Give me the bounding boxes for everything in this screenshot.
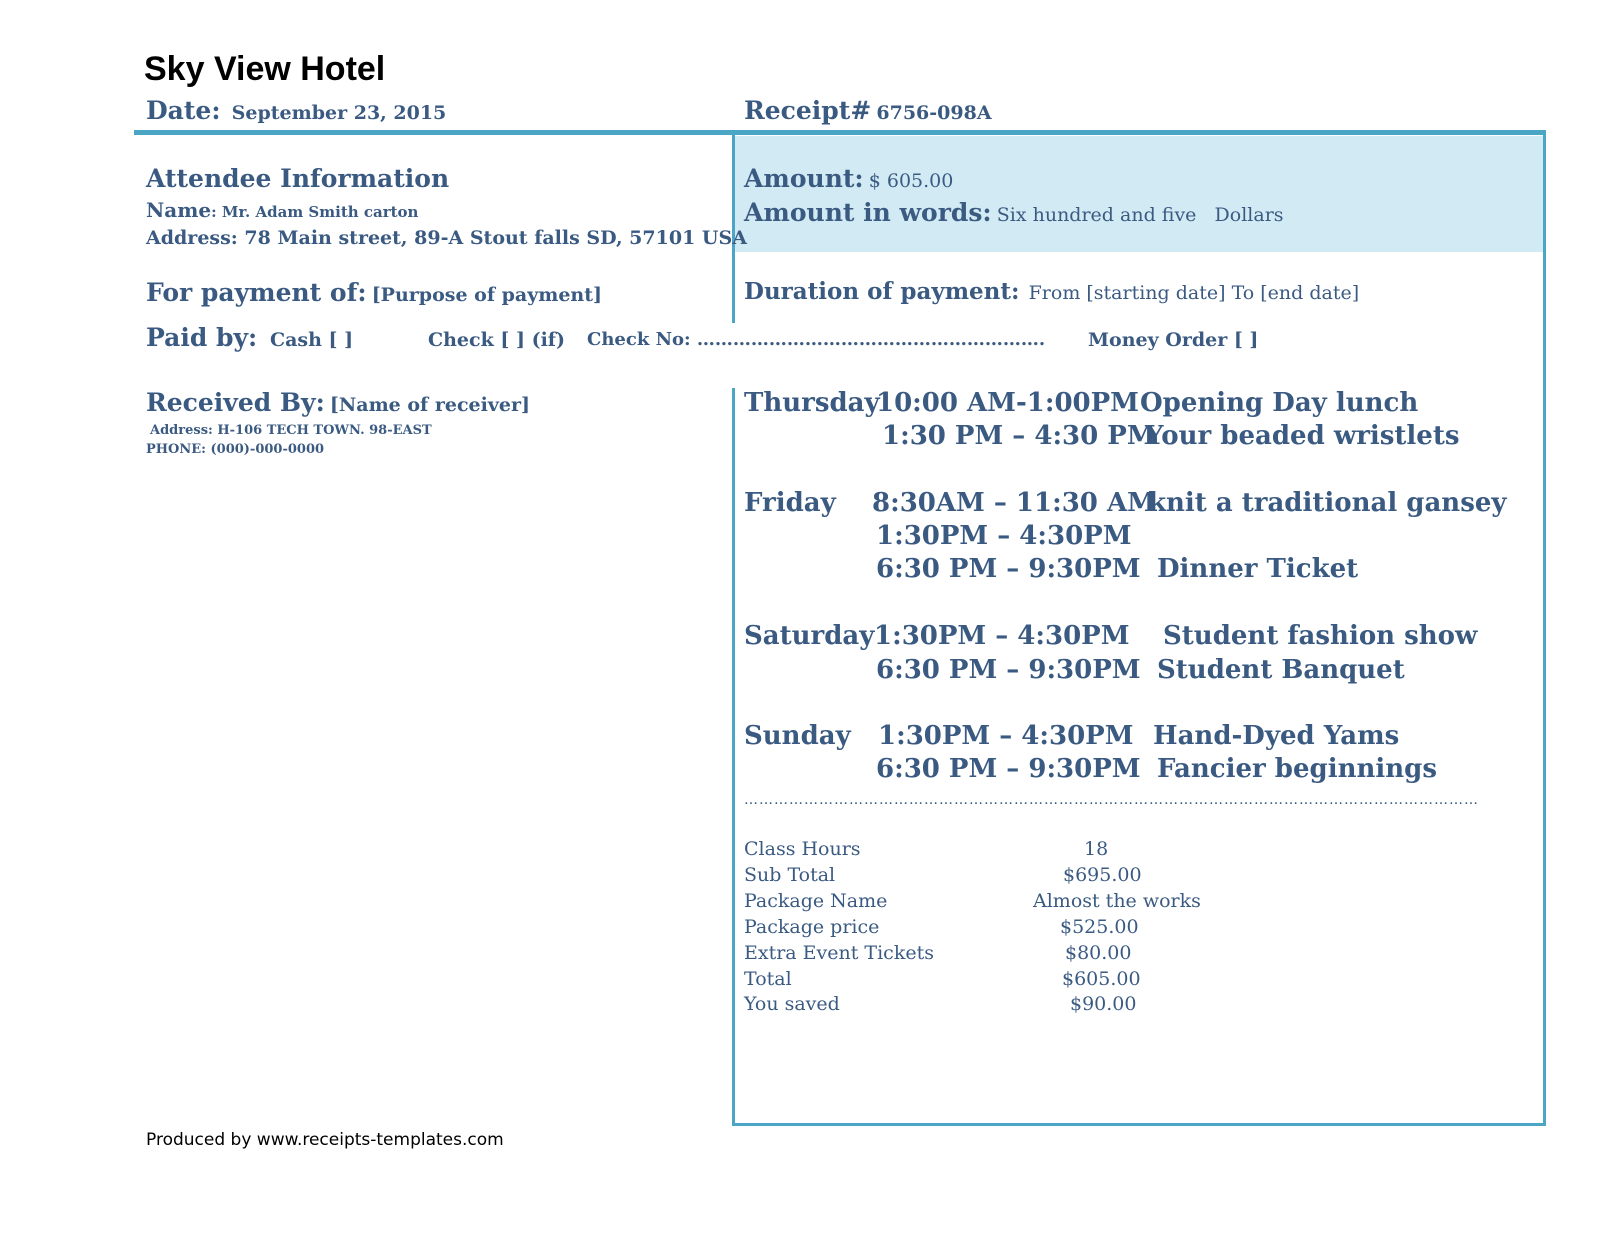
- attendee-name-value: : Mr. Adam Smith carton: [211, 203, 419, 221]
- attendee-name-line: [146, 198, 418, 222]
- totals-label: You saved: [744, 993, 840, 1015]
- date-value: September 23, 2015: [231, 102, 447, 124]
- totals-label: Total: [744, 968, 792, 990]
- schedule-time: 1:30PM – 4:30PM: [876, 521, 1132, 551]
- schedule-event: Your beaded wristlets: [1145, 421, 1460, 451]
- schedule-event: Opening Day lunch: [1140, 388, 1419, 418]
- attendee-address: Address: 78 Main street, 89-A Stout falls SD, 57101 USA: [146, 227, 747, 249]
- receiver-phone: PHONE: (000)-000-0000: [146, 442, 325, 457]
- schedule-day: Sunday: [744, 721, 851, 751]
- amount-words-label: Amount in words:: [744, 198, 992, 227]
- duration-label: Duration of payment:: [744, 278, 1020, 305]
- schedule-event: Student Banquet: [1157, 655, 1405, 685]
- schedule-event: Student fashion show: [1163, 621, 1478, 651]
- receipt-label: Receipt#: [744, 96, 872, 125]
- totals-value: 18: [1084, 838, 1109, 860]
- schedule-time: 6:30 PM – 9:30PM: [876, 754, 1141, 784]
- amount-label: Amount:: [744, 164, 864, 193]
- amount-words-value: Six hundred and five Dollars: [996, 204, 1284, 226]
- received-by-value: [Name of receiver]: [329, 394, 530, 416]
- totals-value: $90.00: [1070, 993, 1137, 1015]
- lower-divider: [732, 388, 735, 1126]
- footer-credit: Produced by www.receipts-templates.com: [146, 1130, 504, 1150]
- check-checkbox[interactable]: Check [ ] (if): [428, 329, 565, 351]
- money-order-checkbox[interactable]: Money Order [ ]: [1088, 329, 1259, 351]
- schedule-day: Saturday: [744, 621, 875, 651]
- hotel-name: Sky View Hotel: [144, 50, 386, 88]
- payment-for-label: For payment of:: [146, 278, 367, 307]
- date-line: [146, 96, 446, 125]
- schedule-event: Hand-Dyed Yams: [1153, 721, 1400, 751]
- right-border: [1543, 130, 1546, 1126]
- duration-value: From [starting date] To [end date]: [1028, 282, 1360, 304]
- schedule-time: 10:00 AM-1:00PM: [876, 388, 1139, 418]
- received-by-line: [146, 388, 530, 417]
- totals-label: Package price: [744, 916, 880, 938]
- receipt-line: [744, 96, 992, 125]
- paid-by-label: Paid by:: [146, 323, 258, 352]
- date-label: Date:: [146, 96, 221, 125]
- payment-for-line: [146, 278, 602, 307]
- totals-value: Almost the works: [1033, 890, 1201, 912]
- totals-label: Extra Event Tickets: [744, 942, 934, 964]
- schedule-day: Thursday: [744, 388, 880, 418]
- amount-value: $ 605.00: [868, 170, 954, 192]
- receiver-address: Address: H-106 TECH TOWN. 98-EAST: [150, 423, 432, 438]
- amount-line: [744, 164, 953, 193]
- schedule-day: Friday: [744, 488, 836, 518]
- attendee-heading: Attendee Information: [146, 164, 450, 193]
- header-rule: [134, 130, 1546, 135]
- totals-value: $605.00: [1062, 968, 1141, 990]
- duration-line: [744, 278, 1359, 305]
- totals-label: Package Name: [744, 890, 888, 912]
- amount-highlight-box: [734, 136, 1543, 252]
- payment-for-value: [Purpose of payment]: [371, 284, 603, 306]
- cash-checkbox[interactable]: Cash [ ]: [270, 329, 354, 351]
- totals-label: Class Hours: [744, 838, 861, 860]
- totals-value: $695.00: [1063, 864, 1142, 886]
- schedule-time: 6:30 PM – 9:30PM: [876, 655, 1141, 685]
- schedule-time: 1:30 PM – 4:30 PM: [882, 421, 1156, 451]
- schedule-event: Dinner Ticket: [1157, 554, 1359, 584]
- schedule-time: 1:30PM – 4:30PM: [878, 721, 1134, 751]
- schedule-time: 8:30AM – 11:30 AM: [872, 488, 1156, 518]
- totals-label: Sub Total: [744, 864, 836, 886]
- schedule-event: Fancier beginnings: [1157, 754, 1437, 784]
- bottom-border: [732, 1123, 1546, 1126]
- amount-words-line: [744, 198, 1284, 227]
- attendee-name-label: Name: [146, 198, 212, 222]
- schedule-time: 6:30 PM – 9:30PM: [876, 554, 1141, 584]
- check-number-field[interactable]: Check No: ………………………………………………….: [587, 329, 1046, 350]
- schedule-time: 1:30PM – 4:30PM: [874, 621, 1130, 651]
- totals-value: $80.00: [1065, 942, 1132, 964]
- schedule-event: knit a traditional gansey: [1148, 488, 1507, 518]
- totals-value: $525.00: [1060, 916, 1139, 938]
- received-by-label: Received By:: [146, 388, 325, 417]
- receipt-number: 6756-098A: [876, 102, 992, 124]
- schedule-separator: …………………………………………………………………………………………………………………………………: [744, 792, 1479, 808]
